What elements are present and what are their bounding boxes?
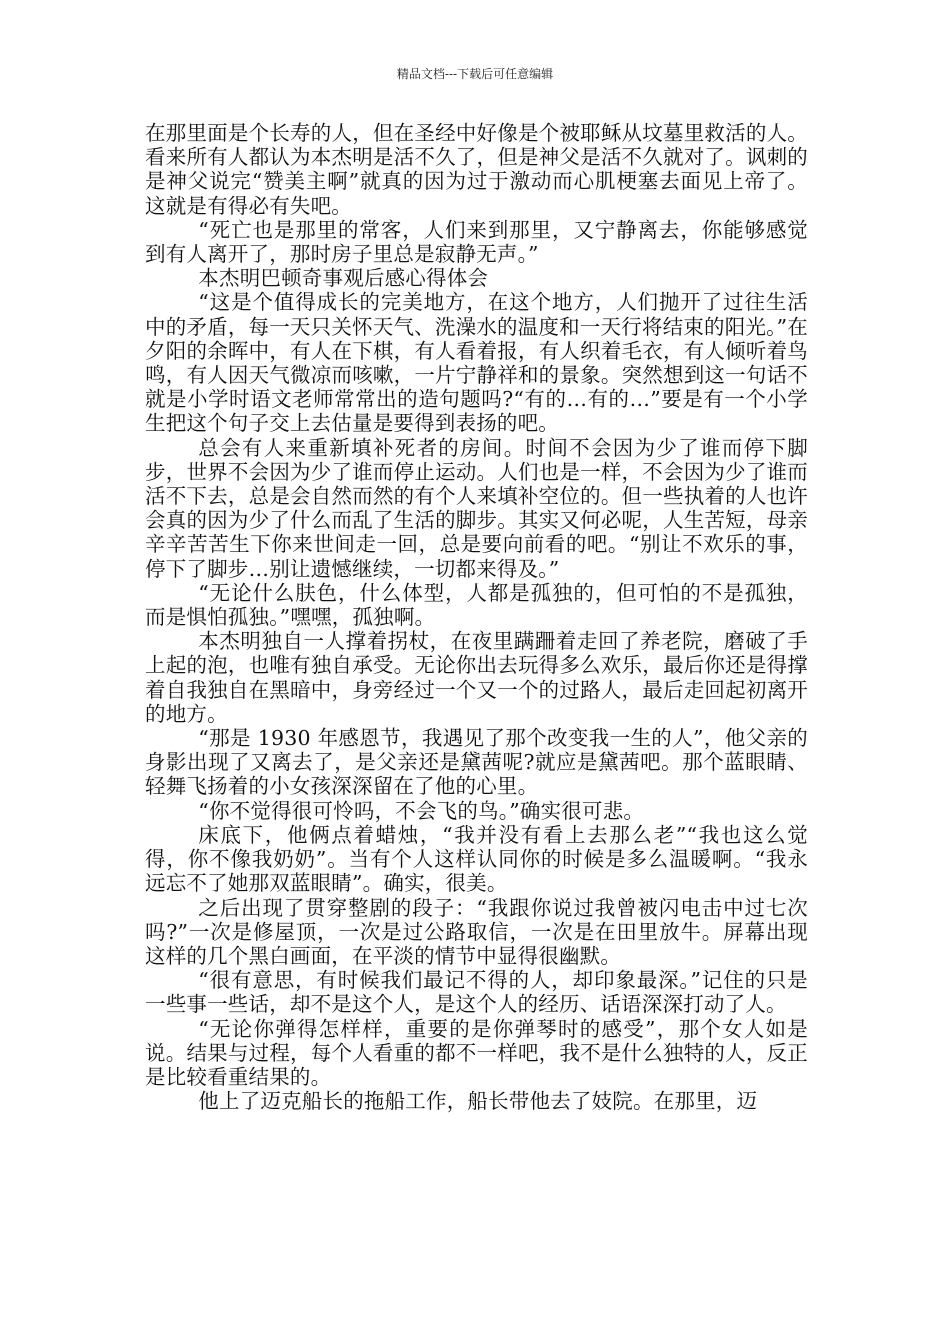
paragraph: “你不觉得很可怜吗，不会飞的鸟。”确实很可悲。 [198, 798, 645, 823]
paragraph: “这是个值得成长的完美地方，在这个地方，人们抛开了过往生活中的矛盾，每一天只关怀天气、洗澡水的温度和一天行将结束的阳光。”在夕阳的余晖中，有人在下棋，有人看着报，有人织着毛衣，有人倾听着鸟鸣，有人因天气微凉而咳嗽，一片宁静祥和的景象。突然想到这一句话不就是小学时语文老师常常出的造句题吗?“有的…有的…”要是有一个小学生把这个句子交上去估量是要得到表扬的吧。 [145, 290, 808, 436]
document-body [145, 121, 808, 1113]
paragraph: 之后出现了贯穿整剧的段子：“我跟你说过我曾被闪电击中过七次吗?”一次是修屋顶，一次是过公路取信，一次是在田里放牛。屏幕出现这样的几个黑白画面，在平淡的情节中显得很幽默。 [145, 895, 808, 968]
paragraph: 床底下，他俩点着蜡烛，“我并没有看上去那么老”“我也这么觉得，你不像我奶奶”。当有个人这样认同你的时候是多么温暖啊。“我永远忘不了她那双蓝眼睛”。确实，很美。 [145, 822, 808, 896]
paragraph: 总会有人来重新填补死者的房间。时间不会因为少了谁而停下脚步，世界不会因为少了谁而停止运动。人们也是一样，不会因为少了谁而活不下去，总是会自然而然的有个人来填补空位的。但一些执着的人也许会真的因为少了什么而乱了生活的脚步。其实又何必呢，人生苦短，母亲辛辛苦苦生下你来世间走一回，总是要向前看的吧。“别让不欢乐的事，停下了脚步…别让遗憾继续，一切都来得及。” [145, 435, 808, 581]
paragraph: “很有意思，有时候我们最记不得的人，却印象最深。”记住的只是一些事一些话，却不是这个人，是这个人的经历、话语深深打动了人。 [145, 968, 808, 1017]
paragraph: “那是 1930 年感恩节，我遇见了那个改变我一生的人”，他父亲的身影出现了又离去了，是父亲还是黛茜呢?就应是黛茜吧。那个蓝眼睛、轻舞飞扬着的小女孩深深留在了他的心里。 [145, 726, 808, 799]
paragraph: 在那里面是个长寿的人，但在圣经中好像是个被耶稣从坟墓里救活的人。看来所有人都认为本杰明是活不久了，但是神父是活不久就对了。讽刺的是神父说完“赞美主啊”就真的因为过于激动而心肌梗塞去面见上帝了。这就是有得必有失吧。 [145, 121, 808, 218]
page-header: 精品文档---下载后可任意编辑 [396, 67, 554, 81]
paragraph: 本杰明独自一人撑着拐杖，在夜里蹒跚着走回了养老院，磨破了手上起的泡，也唯有独自承受。无论你出去玩得多么欢乐，最后你还是得撑着自我独自在黑暗中，身旁经过一个又一个的过路人，最后走回起初离开的地方。 [145, 629, 808, 726]
paragraph: “无论你弹得怎样样，重要的是你弹琴时的感受”，那个女人如是说。结果与过程，每个人看重的都不一样吧，我不是什么独特的人，反正是比较看重结果的。 [145, 1016, 808, 1089]
paragraph: “死亡也是那里的常客，人们来到那里，又宁静离去，你能够感觉到有人离开了，那时房子里总是寂静无声。” [145, 217, 808, 267]
paragraph: “无论什么肤色，什么体型，人都是孤独的，但可怕的不是孤独，而是惧怕孤独。”嘿嘿，孤独啊。 [145, 580, 808, 630]
paragraph: 他上了迈克船长的拖船工作，船长带他去了妓院。在那里，迈 [198, 1089, 758, 1114]
section-title: 本杰明巴顿奇事观后感心得体会 [198, 266, 489, 291]
